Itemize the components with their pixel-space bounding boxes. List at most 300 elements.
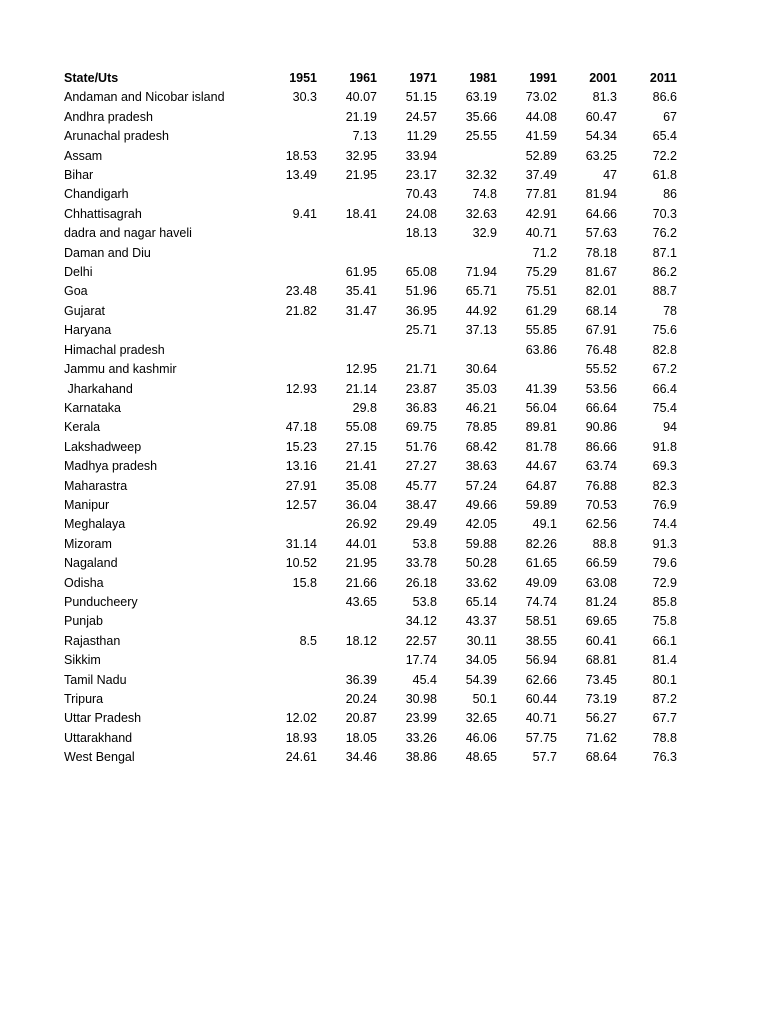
state-name-cell: Haryana	[64, 323, 112, 338]
table-row	[59, 535, 679, 554]
literacy-value-cell: 44.92	[465, 303, 497, 318]
literacy-value-cell	[319, 224, 379, 243]
literacy-value-cell: 66.64	[585, 400, 617, 415]
literacy-value-cell: 35.03	[465, 381, 497, 396]
literacy-value-cell: 82.8	[652, 342, 677, 357]
literacy-value-cell: 86.2	[652, 265, 677, 280]
literacy-value-cell: 51.96	[405, 284, 437, 299]
literacy-value-cell: 82.3	[652, 478, 677, 493]
table-row	[59, 574, 679, 593]
literacy-value-cell: 52.89	[525, 148, 557, 163]
literacy-value-cell: 18.41	[345, 206, 377, 221]
literacy-value-cell: 81.67	[585, 265, 617, 280]
literacy-value-cell: 62.56	[585, 517, 617, 532]
literacy-value-cell: 21.14	[345, 381, 377, 396]
literacy-value-cell: 87.2	[652, 692, 677, 706]
literacy-value-cell: 21.19	[345, 109, 377, 124]
literacy-value-cell: 30.3	[292, 90, 317, 105]
table-row	[59, 515, 679, 534]
literacy-value-cell: 32.63	[465, 206, 497, 221]
literacy-value-cell: 44.01	[345, 536, 377, 551]
literacy-value-cell: 91.3	[652, 536, 677, 551]
literacy-value-cell: 43.65	[345, 594, 377, 609]
literacy-value-cell	[319, 244, 379, 263]
literacy-value-cell: 88.8	[592, 536, 617, 551]
literacy-value-cell: 37.49	[525, 168, 557, 183]
literacy-value-cell: 57.75	[525, 730, 557, 745]
state-name-cell: Tamil Nadu	[64, 672, 127, 687]
literacy-value-cell: 89.81	[525, 420, 557, 435]
column-header-2011: 2011	[649, 71, 677, 85]
literacy-value-cell: 68.14	[585, 303, 617, 318]
literacy-value-cell: 34.05	[465, 653, 497, 668]
literacy-value-cell: 65.14	[465, 594, 497, 609]
literacy-value-cell: 55.85	[525, 323, 557, 338]
literacy-value-cell: 57.7	[532, 750, 557, 765]
table-row	[59, 496, 679, 515]
literacy-value-cell: 86.66	[585, 439, 617, 454]
literacy-value-cell: 63.19	[465, 90, 497, 105]
literacy-value-cell: 67.2	[652, 362, 677, 377]
literacy-value-cell	[259, 360, 319, 379]
state-name-cell: Sikkim	[64, 653, 101, 668]
literacy-value-cell: 29.49	[405, 517, 437, 532]
table-row	[59, 632, 679, 651]
literacy-value-cell: 10.52	[285, 556, 317, 571]
literacy-value-cell: 50.1	[472, 692, 497, 706]
literacy-value-cell: 18.05	[345, 730, 377, 745]
state-name-cell: Karnataka	[64, 400, 121, 415]
state-name-cell: Madhya pradesh	[64, 459, 158, 474]
literacy-value-cell: 24.57	[405, 109, 437, 124]
state-name-cell: Chandigarh	[64, 187, 129, 202]
state-name-cell: Kerala	[64, 420, 101, 435]
literacy-value-cell: 61.65	[525, 556, 557, 571]
literacy-value-cell: 48.65	[465, 750, 497, 765]
literacy-value-cell: 81.3	[592, 90, 617, 105]
literacy-value-cell: 82.26	[525, 536, 557, 551]
literacy-value-cell: 66.1	[652, 633, 677, 648]
state-name-cell: Andhra pradesh	[64, 109, 153, 124]
column-header-1991: 1991	[529, 71, 557, 85]
literacy-value-cell	[259, 651, 319, 670]
literacy-value-cell: 25.71	[405, 323, 437, 338]
literacy-value-cell: 53.8	[412, 594, 437, 609]
literacy-value-cell: 86	[663, 187, 677, 202]
literacy-value-cell: 47	[603, 168, 617, 183]
literacy-value-cell: 78.18	[585, 245, 617, 260]
literacy-value-cell: 30.98	[405, 692, 437, 706]
literacy-value-cell: 73.45	[585, 672, 617, 687]
literacy-value-cell: 60.47	[585, 109, 617, 124]
literacy-value-cell: 69.65	[585, 614, 617, 629]
literacy-value-cell	[379, 341, 439, 360]
literacy-value-cell: 22.57	[405, 633, 437, 648]
literacy-value-cell: 30.11	[466, 633, 497, 648]
literacy-value-cell: 56.94	[525, 653, 557, 668]
literacy-value-cell	[439, 147, 499, 166]
literacy-value-cell: 67	[663, 109, 677, 124]
literacy-value-cell: 70.3	[652, 206, 677, 221]
literacy-value-cell: 7.13	[352, 129, 377, 144]
literacy-value-cell: 21.41	[345, 459, 377, 474]
literacy-value-cell: 75.4	[652, 400, 677, 415]
literacy-value-cell: 21.95	[345, 556, 377, 571]
literacy-value-cell: 78.85	[465, 420, 497, 435]
literacy-value-cell: 20.87	[345, 711, 377, 726]
literacy-value-cell: 85.8	[652, 594, 677, 609]
literacy-value-cell	[259, 671, 319, 690]
literacy-rate-table	[59, 69, 679, 768]
literacy-value-cell: 72.9	[652, 575, 677, 590]
table-row	[59, 224, 679, 243]
literacy-value-cell: 76.2	[652, 226, 677, 241]
literacy-value-cell: 43.37	[465, 614, 497, 629]
literacy-value-cell: 32.9	[472, 226, 497, 241]
literacy-value-cell: 71.62	[585, 730, 617, 745]
literacy-value-cell: 76.3	[652, 750, 677, 765]
literacy-value-cell: 40.71	[525, 711, 557, 726]
literacy-value-cell: 55.52	[585, 362, 617, 377]
literacy-value-cell: 13.49	[285, 168, 317, 183]
state-name-cell: Gujarat	[64, 303, 105, 318]
literacy-value-cell: 32.95	[345, 148, 377, 163]
literacy-value-cell: 35.41	[345, 284, 377, 299]
table-row	[59, 729, 679, 748]
table-row	[59, 263, 679, 282]
literacy-value-cell: 32.65	[465, 711, 497, 726]
literacy-value-cell: 70.43	[405, 187, 437, 202]
literacy-value-cell: 66.59	[585, 556, 617, 571]
state-name-cell: dadra and nagar haveli	[64, 226, 192, 241]
literacy-value-cell: 15.23	[285, 439, 317, 454]
state-name-cell: Punjab	[64, 614, 103, 629]
literacy-value-cell: 41.59	[525, 129, 557, 144]
literacy-value-cell: 56.04	[525, 400, 557, 415]
literacy-value-cell: 53.56	[585, 381, 617, 396]
state-name-cell: West Bengal	[64, 750, 135, 765]
table-row	[59, 477, 679, 496]
literacy-value-cell: 51.15	[405, 90, 437, 105]
literacy-value-cell: 56.27	[585, 711, 617, 726]
literacy-value-cell: 86.6	[652, 90, 677, 105]
state-name-cell: Maharastra	[64, 478, 128, 493]
state-name-cell: Andaman and Nicobar island	[64, 90, 225, 105]
literacy-value-cell: 12.02	[285, 711, 317, 726]
state-name-cell: Himachal pradesh	[64, 342, 165, 357]
column-header-state: State/Uts	[64, 71, 119, 85]
literacy-value-cell: 18.53	[285, 148, 317, 163]
literacy-value-cell: 41.39	[525, 381, 557, 396]
literacy-value-cell: 33.62	[465, 575, 497, 590]
state-name-cell: Nagaland	[64, 556, 118, 571]
table-row	[59, 709, 679, 728]
literacy-value-cell: 80.1	[652, 672, 677, 687]
literacy-value-cell: 33.94	[405, 148, 437, 163]
table-row	[59, 185, 679, 204]
literacy-value-cell: 34.12	[405, 614, 437, 629]
table-row	[59, 399, 679, 418]
literacy-value-cell: 57.24	[465, 478, 497, 493]
literacy-value-cell: 70.53	[585, 497, 617, 512]
literacy-value-cell: 81.24	[585, 594, 617, 609]
literacy-value-cell: 45.4	[412, 672, 437, 687]
literacy-value-cell: 13.16	[285, 459, 317, 474]
literacy-value-cell: 54.34	[585, 129, 617, 144]
literacy-value-cell: 77.81	[525, 187, 557, 202]
literacy-value-cell	[499, 360, 559, 379]
literacy-value-cell: 20.24	[345, 692, 377, 706]
table-row	[59, 341, 679, 360]
literacy-value-cell	[259, 612, 319, 631]
literacy-value-cell: 46.06	[465, 730, 497, 745]
literacy-value-cell: 61.8	[652, 168, 677, 183]
literacy-value-cell: 60.41	[585, 633, 617, 648]
literacy-value-cell: 71.94	[465, 265, 497, 280]
literacy-value-cell: 49.09	[525, 575, 557, 590]
literacy-value-cell: 15.8	[292, 575, 317, 590]
literacy-value-cell: 21.71	[405, 362, 437, 377]
table-row	[59, 108, 679, 127]
literacy-value-cell: 21.82	[285, 303, 317, 318]
literacy-value-cell: 75.6	[652, 323, 677, 338]
literacy-value-cell: 61.29	[525, 303, 557, 318]
table-row	[59, 147, 679, 166]
literacy-value-cell	[439, 341, 499, 360]
literacy-value-cell: 33.78	[405, 556, 437, 571]
literacy-value-cell	[259, 690, 319, 709]
state-name-cell: Odisha	[64, 575, 104, 590]
table-row	[59, 612, 679, 631]
literacy-value-cell: 40.71	[525, 226, 557, 241]
literacy-value-cell: 55.08	[345, 420, 377, 435]
literacy-value-cell: 78.8	[652, 730, 677, 745]
literacy-value-cell: 32.32	[465, 168, 497, 183]
literacy-value-cell: 76.9	[652, 497, 677, 512]
literacy-value-cell	[259, 321, 319, 340]
literacy-value-cell: 88.7	[652, 284, 677, 299]
literacy-value-cell: 82.01	[585, 284, 617, 299]
literacy-value-cell: 63.08	[585, 575, 617, 590]
literacy-value-cell: 76.88	[585, 478, 617, 493]
header-row	[59, 69, 679, 88]
literacy-value-cell: 36.95	[405, 303, 437, 318]
literacy-value-cell: 34.46	[345, 750, 377, 765]
literacy-value-cell: 35.08	[345, 478, 377, 493]
table-row	[59, 651, 679, 670]
literacy-value-cell: 47.18	[285, 420, 317, 435]
literacy-value-cell: 69.3	[652, 459, 677, 474]
literacy-value-cell: 18.12	[345, 633, 377, 648]
literacy-value-cell: 75.51	[525, 284, 557, 299]
literacy-value-cell	[379, 244, 439, 263]
literacy-value-cell	[319, 341, 379, 360]
table-row	[59, 127, 679, 146]
table-row	[59, 438, 679, 457]
literacy-value-cell: 63.25	[585, 148, 617, 163]
literacy-value-cell: 68.81	[585, 653, 617, 668]
literacy-value-cell: 38.55	[525, 633, 557, 648]
literacy-value-cell: 36.83	[405, 400, 437, 415]
state-name-cell: Meghalaya	[64, 517, 126, 532]
literacy-value-cell	[319, 321, 379, 340]
literacy-value-cell: 74.74	[525, 594, 557, 609]
state-name-cell: Uttar Pradesh	[64, 711, 142, 726]
table-row	[59, 671, 679, 690]
literacy-value-cell: 26.18	[405, 575, 437, 590]
literacy-value-cell: 87.1	[652, 245, 677, 260]
column-header-1951: 1951	[289, 71, 317, 85]
literacy-value-cell: 59.89	[525, 497, 557, 512]
literacy-value-cell: 78	[663, 303, 677, 318]
state-name-cell: Daman and Diu	[64, 245, 151, 260]
literacy-value-cell: 24.08	[405, 206, 437, 221]
literacy-value-cell: 49.66	[465, 497, 497, 512]
literacy-value-cell: 63.86	[525, 342, 557, 357]
literacy-value-cell: 12.95	[345, 362, 377, 377]
literacy-value-cell	[259, 341, 319, 360]
literacy-value-cell: 74.4	[652, 517, 677, 532]
literacy-value-cell	[259, 185, 319, 204]
literacy-value-cell: 75.8	[652, 614, 677, 629]
literacy-value-cell: 27.91	[285, 478, 317, 493]
literacy-value-cell: 94	[663, 420, 677, 435]
literacy-value-cell: 17.74	[405, 653, 437, 668]
table-row	[59, 360, 679, 379]
literacy-value-cell: 60.44	[525, 692, 557, 706]
literacy-value-cell: 45.77	[405, 478, 437, 493]
literacy-value-cell: 44.67	[525, 459, 557, 474]
literacy-value-cell: 53.8	[412, 536, 437, 551]
literacy-value-cell: 71.2	[532, 245, 557, 260]
state-name-cell: Delhi	[64, 265, 93, 280]
table-body	[59, 88, 679, 767]
literacy-value-cell: 38.63	[465, 459, 497, 474]
literacy-value-cell: 64.87	[525, 478, 557, 493]
literacy-value-cell: 31.47	[345, 303, 377, 318]
literacy-value-cell: 61.95	[345, 265, 377, 280]
literacy-value-cell: 44.08	[525, 109, 557, 124]
state-name-cell: Assam	[64, 148, 103, 163]
literacy-value-cell: 42.05	[465, 517, 497, 532]
table-row	[59, 457, 679, 476]
literacy-value-cell: 38.47	[405, 497, 437, 512]
literacy-value-cell: 23.99	[405, 711, 437, 726]
literacy-value-cell	[259, 515, 319, 534]
literacy-value-cell	[259, 263, 319, 282]
literacy-value-cell: 9.41	[292, 206, 317, 221]
literacy-value-cell: 90.86	[585, 420, 617, 435]
literacy-value-cell: 18.13	[405, 226, 437, 241]
literacy-value-cell: 58.51	[525, 614, 557, 629]
literacy-value-cell: 81.78	[525, 439, 557, 454]
literacy-value-cell: 23.17	[405, 168, 437, 183]
literacy-value-cell	[319, 185, 379, 204]
table-row	[59, 418, 679, 437]
literacy-value-cell: 35.66	[465, 109, 497, 124]
literacy-value-cell	[439, 244, 499, 263]
literacy-value-cell: 65.08	[405, 265, 437, 280]
literacy-value-cell: 74.8	[472, 187, 497, 202]
literacy-value-cell: 46.21	[465, 400, 497, 415]
state-name-cell: Rajasthan	[64, 633, 121, 648]
state-name-cell: Jharkahand	[64, 381, 133, 396]
literacy-value-cell: 33.26	[405, 730, 437, 745]
literacy-value-cell: 25.55	[465, 129, 497, 144]
literacy-value-cell: 64.66	[585, 206, 617, 221]
literacy-value-cell: 69.75	[405, 420, 437, 435]
state-name-cell: Uttarakhand	[64, 730, 133, 745]
literacy-value-cell: 63.74	[585, 459, 617, 474]
literacy-value-cell: 67.91	[585, 323, 617, 338]
literacy-value-cell: 72.2	[652, 148, 677, 163]
literacy-value-cell: 67.7	[652, 711, 677, 726]
literacy-value-cell: 73.19	[585, 692, 617, 706]
table-row	[59, 690, 679, 709]
literacy-value-cell: 62.66	[525, 672, 557, 687]
literacy-value-cell: 68.64	[585, 750, 617, 765]
literacy-value-cell: 81.4	[652, 653, 677, 668]
literacy-value-cell	[259, 127, 319, 146]
table-row	[59, 205, 679, 224]
literacy-value-cell: 31.14	[285, 536, 317, 551]
table-row	[59, 748, 679, 767]
state-name-cell: Tripura	[64, 692, 104, 706]
table-row	[59, 380, 679, 399]
literacy-value-cell: 21.95	[345, 168, 377, 183]
literacy-value-cell	[319, 612, 379, 631]
literacy-value-cell: 49.1	[532, 517, 557, 532]
literacy-value-cell: 40.07	[345, 90, 377, 105]
literacy-value-cell: 21.66	[345, 575, 377, 590]
literacy-value-cell: 79.6	[652, 556, 677, 571]
literacy-value-cell: 36.04	[345, 497, 377, 512]
literacy-value-cell: 12.57	[285, 497, 317, 512]
state-name-cell: Manipur	[64, 497, 110, 512]
literacy-value-cell: 23.48	[285, 284, 317, 299]
state-name-cell: Punducheery	[64, 594, 138, 609]
column-header-1981: 1981	[469, 71, 497, 85]
literacy-value-cell: 12.93	[285, 381, 317, 396]
literacy-value-cell: 27.15	[345, 439, 377, 454]
table-row	[59, 166, 679, 185]
table-row	[59, 302, 679, 321]
literacy-value-cell: 54.39	[465, 672, 497, 687]
literacy-value-cell: 65.71	[465, 284, 497, 299]
spreadsheet-page	[0, 69, 768, 768]
literacy-value-cell: 51.76	[405, 439, 437, 454]
literacy-value-cell: 36.39	[345, 672, 377, 687]
literacy-value-cell: 37.13	[465, 323, 497, 338]
literacy-value-cell: 50.28	[465, 556, 497, 571]
literacy-value-cell: 11.29	[406, 129, 437, 144]
literacy-value-cell: 27.27	[405, 459, 437, 474]
literacy-value-cell: 18.93	[285, 730, 317, 745]
literacy-value-cell	[259, 399, 319, 418]
table-row	[59, 593, 679, 612]
literacy-value-cell: 30.64	[465, 362, 497, 377]
literacy-value-cell	[259, 593, 319, 612]
literacy-value-cell: 76.48	[585, 342, 617, 357]
literacy-value-cell: 24.61	[285, 750, 317, 765]
literacy-value-cell: 23.87	[405, 381, 437, 396]
literacy-value-cell: 81.94	[585, 187, 617, 202]
literacy-value-cell: 75.29	[525, 265, 557, 280]
literacy-value-cell	[259, 224, 319, 243]
literacy-value-cell: 68.42	[465, 439, 497, 454]
state-name-cell: Chhattisagrah	[64, 206, 142, 221]
literacy-value-cell: 65.4	[652, 129, 677, 144]
